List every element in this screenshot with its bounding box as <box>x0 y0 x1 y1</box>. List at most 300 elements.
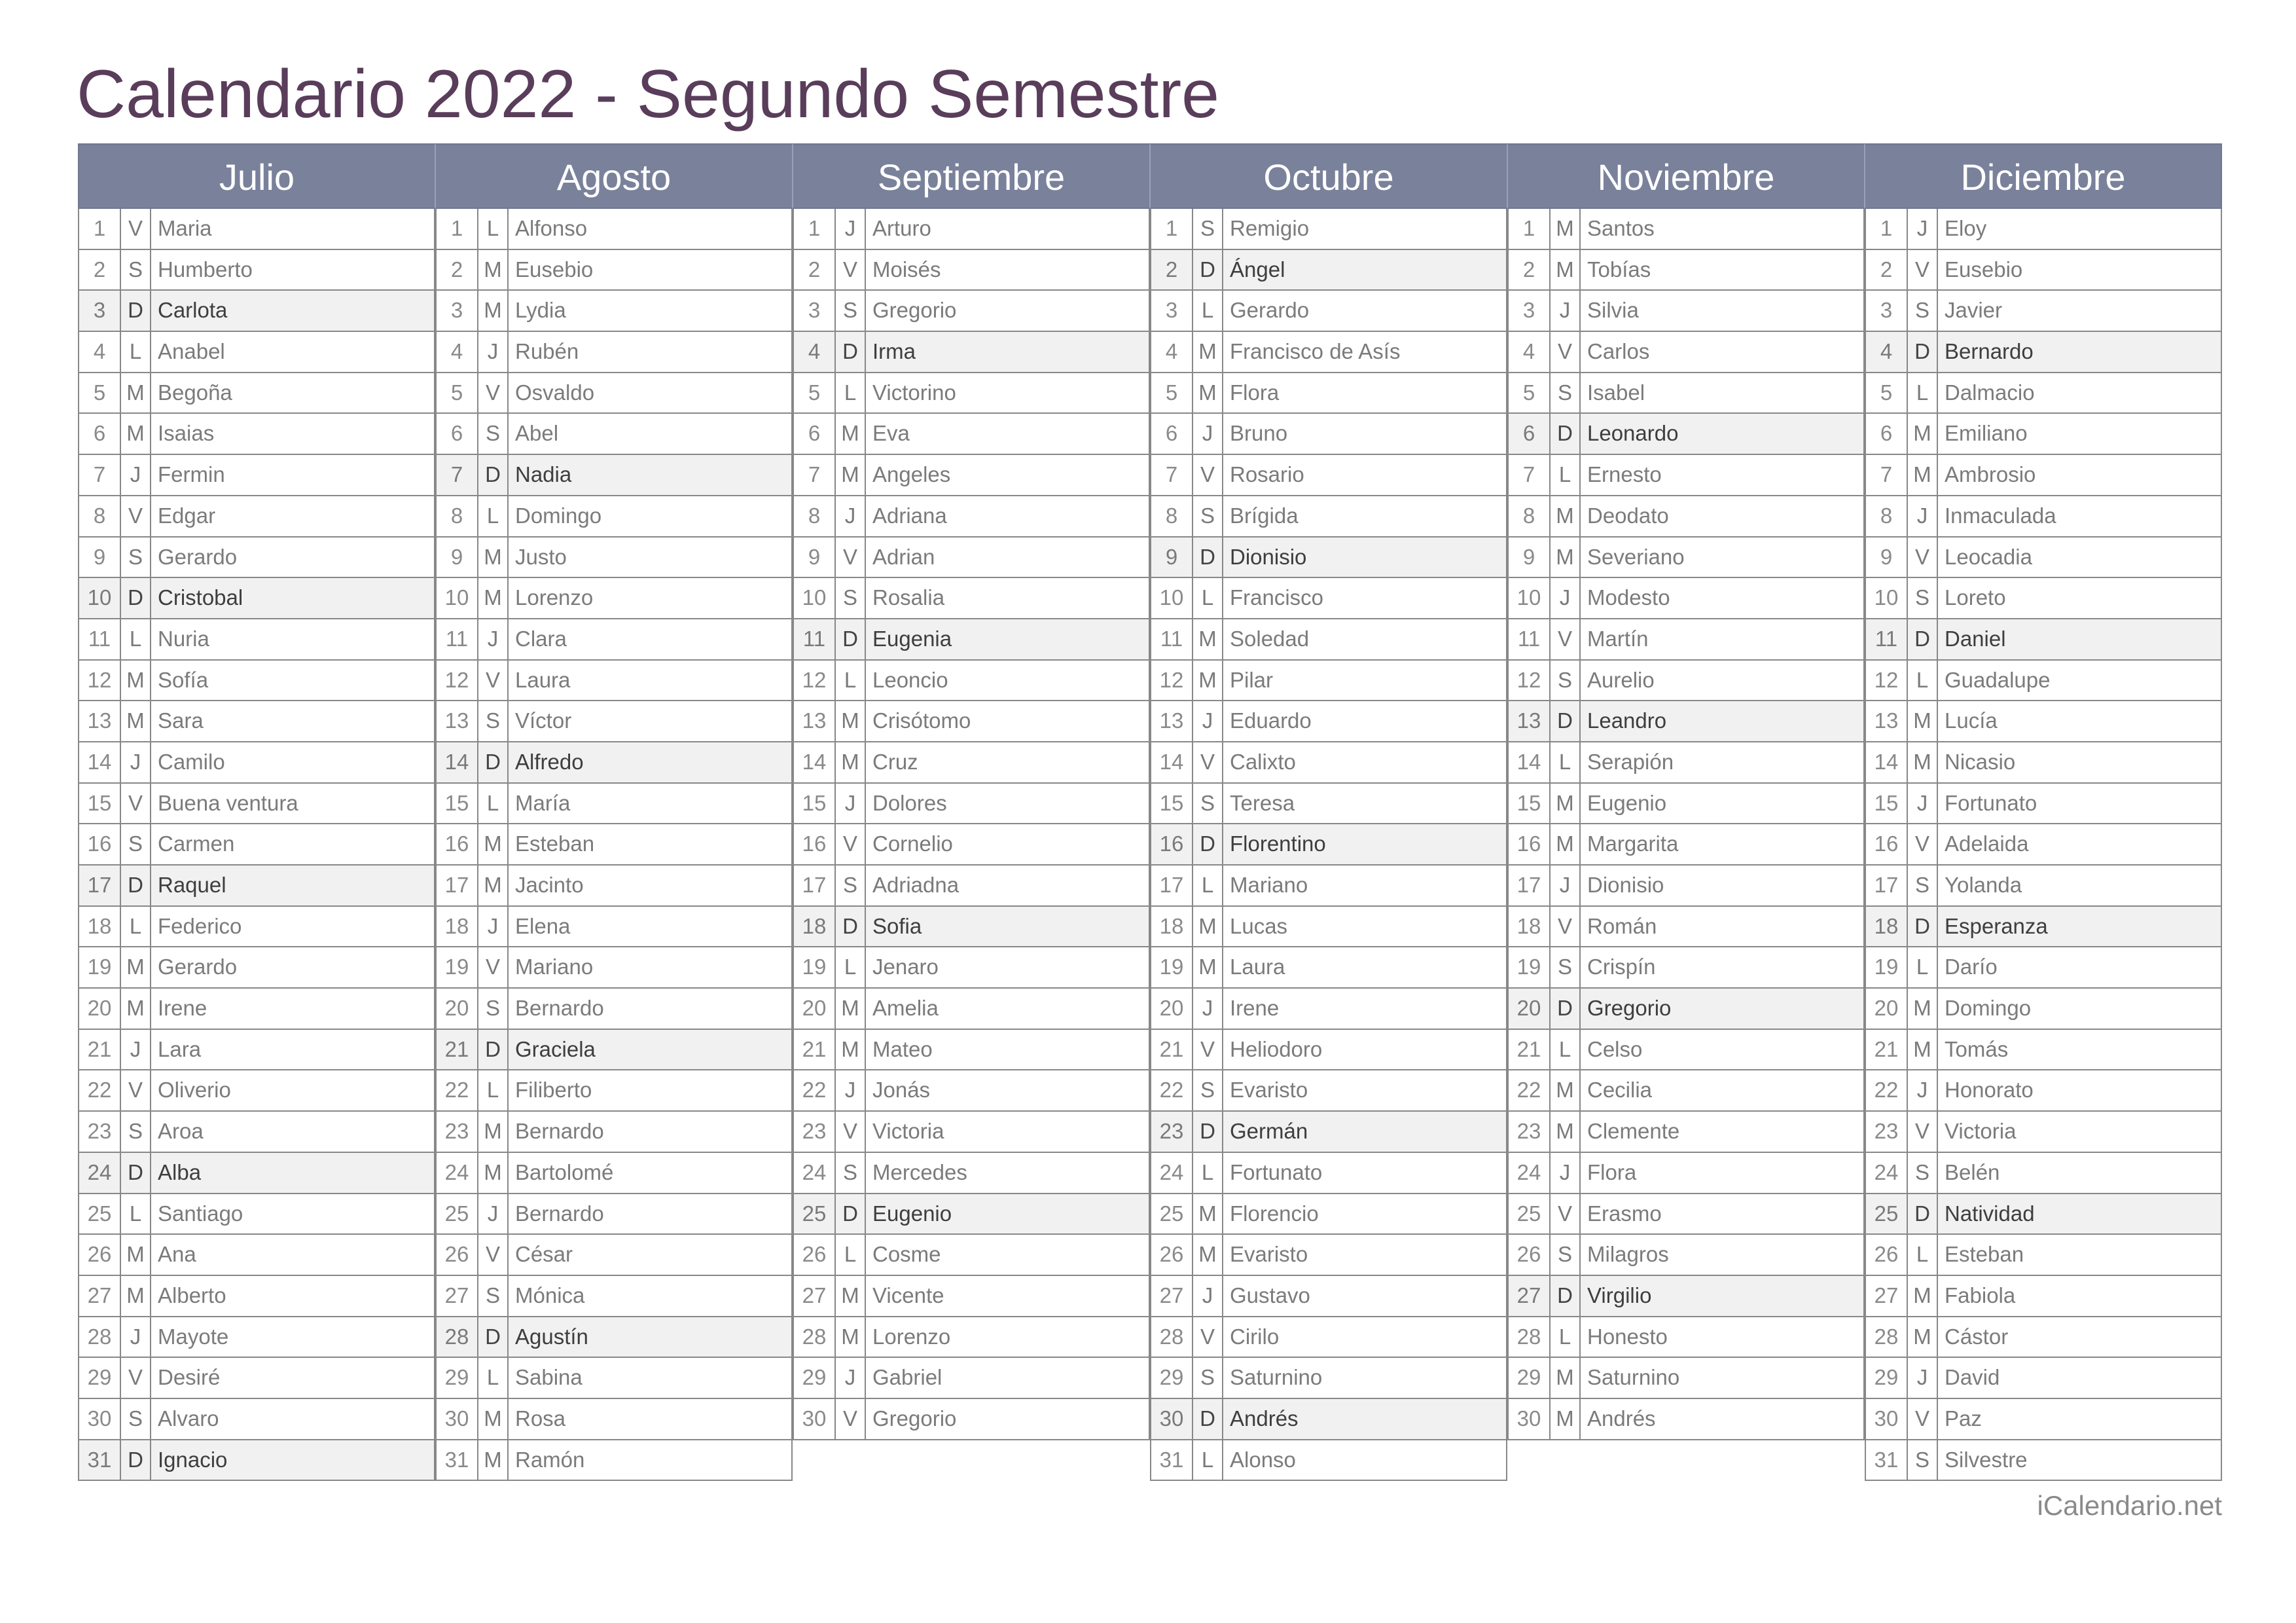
saint-name: Gregorio <box>872 298 957 323</box>
day-number: 24 <box>1509 1153 1551 1193</box>
saint-name: Gabriel <box>872 1365 942 1390</box>
saint-name: Brígida <box>1230 503 1299 528</box>
day-row <box>79 1399 434 1440</box>
day-list <box>1507 209 1865 1440</box>
day-row <box>437 989 791 1030</box>
day-number: 7 <box>1151 455 1193 495</box>
day-number: 31 <box>1866 1440 1908 1480</box>
day-row <box>1509 373 1863 414</box>
day-row <box>1509 784 1863 825</box>
day-row <box>1509 332 1863 373</box>
day-number: 30 <box>794 1399 836 1439</box>
saint-name: Saturnino <box>1230 1365 1323 1390</box>
saint-name: Lorenzo <box>515 585 594 610</box>
saint-name: Santiago <box>158 1201 243 1226</box>
day-row <box>437 661 791 702</box>
saint-name: Fortunato <box>1230 1159 1323 1184</box>
saint-name: Inmaculada <box>1945 503 2056 528</box>
saint-name: Victoria <box>1945 1119 2017 1144</box>
month-header: Julio <box>78 143 435 209</box>
saint-name: Bernardo <box>1945 339 2034 364</box>
day-number: 27 <box>79 1276 121 1316</box>
day-row <box>794 742 1149 784</box>
day-number: 4 <box>1509 332 1551 372</box>
day-row <box>794 866 1149 907</box>
day-number: 12 <box>1866 661 1908 701</box>
saint-name: Graciela <box>515 1036 596 1061</box>
day-number: 9 <box>1509 538 1551 577</box>
day-row <box>1866 989 2221 1030</box>
saint-name: Alfredo <box>515 749 584 774</box>
day-row <box>1866 784 2221 825</box>
day-number: 24 <box>437 1153 478 1193</box>
weekday-letter: D <box>836 619 866 659</box>
saint-name: María <box>515 790 571 815</box>
day-row <box>1509 661 1863 702</box>
day-number: 18 <box>437 907 478 947</box>
weekday-letter: V <box>121 209 151 249</box>
day-list <box>793 209 1150 1440</box>
weekday-letter: S <box>836 866 866 905</box>
weekday-letter: J <box>1551 866 1581 905</box>
day-row <box>79 907 434 948</box>
weekday-letter: S <box>121 1399 151 1439</box>
weekday-letter: S <box>1908 1440 1938 1480</box>
day-number: 13 <box>79 701 121 741</box>
saint-name: Román <box>1587 913 1657 938</box>
saint-name: Leocadia <box>1945 544 2032 569</box>
weekday-letter: S <box>1193 209 1223 249</box>
day-number: 13 <box>1509 701 1551 741</box>
day-row <box>437 496 791 538</box>
saint-name: Dionisio <box>1587 873 1664 897</box>
saint-name: Dionisio <box>1230 544 1307 569</box>
day-row <box>437 824 791 866</box>
day-row <box>1151 1112 1506 1153</box>
day-number: 1 <box>79 209 121 249</box>
weekday-letter: M <box>836 455 866 495</box>
day-row <box>1866 1276 2221 1317</box>
day-number: 28 <box>1509 1317 1551 1357</box>
day-number: 2 <box>794 250 836 290</box>
day-row <box>79 947 434 989</box>
weekday-letter: S <box>1193 784 1223 824</box>
day-row <box>1866 578 2221 619</box>
weekday-letter: M <box>836 414 866 454</box>
weekday-letter: J <box>836 784 866 824</box>
day-row <box>1509 907 1863 948</box>
saint-name: Nuria <box>158 626 209 651</box>
weekday-letter: M <box>478 866 509 905</box>
day-row <box>79 1276 434 1317</box>
day-number: 1 <box>794 209 836 249</box>
day-row <box>1151 538 1506 579</box>
day-row <box>1509 1358 1863 1399</box>
day-number: 23 <box>1151 1112 1193 1152</box>
day-row <box>1509 1030 1863 1071</box>
day-number: 19 <box>1151 947 1193 987</box>
day-row <box>437 455 791 496</box>
weekday-letter: D <box>1551 701 1581 741</box>
weekday-letter: V <box>121 1070 151 1110</box>
day-row <box>1151 1440 1506 1482</box>
day-row <box>1509 291 1863 332</box>
day-number: 10 <box>1509 578 1551 618</box>
day-list <box>1865 209 2222 1481</box>
weekday-letter: D <box>1551 1276 1581 1316</box>
saint-name: Saturnino <box>1587 1365 1680 1390</box>
saint-name: Soledad <box>1230 626 1310 651</box>
day-row <box>1151 209 1506 250</box>
day-row <box>1866 332 2221 373</box>
day-row <box>1509 538 1863 579</box>
day-row <box>437 1440 791 1482</box>
saint-name: Moisés <box>872 257 941 282</box>
day-number: 5 <box>437 373 478 413</box>
day-row <box>1151 989 1506 1030</box>
weekday-letter: J <box>121 742 151 782</box>
weekday-letter: V <box>1908 538 1938 577</box>
day-row <box>1151 291 1506 332</box>
saint-name: Celso <box>1587 1036 1643 1061</box>
day-row <box>1509 578 1863 619</box>
saint-name: Nicasio <box>1945 749 2016 774</box>
day-number: 31 <box>79 1440 121 1480</box>
day-row <box>1866 619 2221 661</box>
weekday-letter: V <box>1551 907 1581 947</box>
weekday-letter: M <box>121 661 151 701</box>
saint-name: Bartolomé <box>515 1159 614 1184</box>
day-number: 14 <box>1151 742 1193 782</box>
day-row <box>1151 1399 1506 1440</box>
weekday-letter: V <box>1193 1030 1223 1070</box>
month-column-agosto <box>435 143 793 1481</box>
day-row <box>437 1153 791 1194</box>
day-number: 29 <box>79 1358 121 1398</box>
weekday-letter: M <box>836 1030 866 1070</box>
day-row <box>794 1194 1149 1235</box>
day-number: 23 <box>79 1112 121 1152</box>
day-row <box>1866 1440 2221 1482</box>
day-row <box>1151 701 1506 742</box>
day-row <box>794 332 1149 373</box>
day-number: 16 <box>794 824 836 864</box>
weekday-letter: M <box>121 1276 151 1316</box>
calendar-grid <box>78 143 2222 1481</box>
day-number: 6 <box>437 414 478 454</box>
day-row <box>794 619 1149 661</box>
day-number: 15 <box>437 784 478 824</box>
saint-name: Severiano <box>1587 544 1685 569</box>
weekday-letter: M <box>478 250 509 290</box>
weekday-letter: D <box>121 578 151 618</box>
day-number: 17 <box>79 866 121 905</box>
weekday-letter: J <box>836 1070 866 1110</box>
weekday-letter: M <box>836 742 866 782</box>
day-row <box>1151 619 1506 661</box>
day-row <box>1866 1194 2221 1235</box>
day-number: 18 <box>79 907 121 947</box>
day-row <box>1866 701 2221 742</box>
saint-name: Osvaldo <box>515 380 595 405</box>
day-row <box>1151 661 1506 702</box>
day-row <box>1509 209 1863 250</box>
day-row <box>79 332 434 373</box>
day-row <box>79 661 434 702</box>
day-number: 28 <box>1151 1317 1193 1357</box>
weekday-letter: S <box>1908 1153 1938 1193</box>
day-row <box>1509 1399 1863 1440</box>
saint-name: Margarita <box>1587 831 1679 856</box>
weekday-letter: D <box>478 1030 509 1070</box>
day-row <box>1151 1030 1506 1071</box>
saint-name: Jacinto <box>515 873 584 897</box>
day-row <box>1151 250 1506 291</box>
day-row <box>794 907 1149 948</box>
weekday-letter: S <box>121 824 151 864</box>
saint-name: Eugenio <box>872 1201 952 1226</box>
weekday-letter: S <box>1551 947 1581 987</box>
day-number: 26 <box>1151 1235 1193 1275</box>
weekday-letter: V <box>1551 332 1581 372</box>
day-row <box>1151 578 1506 619</box>
weekday-letter: J <box>836 209 866 249</box>
day-number: 20 <box>1509 989 1551 1029</box>
weekday-letter: J <box>1908 209 1938 249</box>
weekday-letter: L <box>478 496 509 536</box>
saint-name: Erasmo <box>1587 1201 1662 1226</box>
saint-name: Natividad <box>1945 1201 2035 1226</box>
saint-name: Ernesto <box>1587 462 1662 487</box>
day-row <box>1151 496 1506 538</box>
saint-name: Adrian <box>872 544 935 569</box>
day-row <box>1509 947 1863 989</box>
saint-name: Germán <box>1230 1119 1308 1144</box>
day-number: 28 <box>1866 1317 1908 1357</box>
day-number: 5 <box>1866 373 1908 413</box>
weekday-letter: J <box>1908 496 1938 536</box>
day-row <box>79 701 434 742</box>
saint-name: Sabina <box>515 1365 583 1390</box>
day-row <box>1866 1235 2221 1276</box>
day-number: 11 <box>1509 619 1551 659</box>
day-list <box>1150 209 1507 1481</box>
day-row <box>79 1440 434 1482</box>
day-row <box>437 1276 791 1317</box>
weekday-letter: M <box>1908 1276 1938 1316</box>
weekday-letter: J <box>1193 989 1223 1029</box>
day-number: 30 <box>1151 1399 1193 1439</box>
saint-name: Teresa <box>1230 790 1295 815</box>
saint-name: Cirilo <box>1230 1324 1280 1349</box>
day-row <box>1151 866 1506 907</box>
weekday-letter: V <box>478 661 509 701</box>
day-number: 18 <box>794 907 836 947</box>
saint-name: César <box>515 1242 573 1267</box>
weekday-letter: V <box>121 496 151 536</box>
saint-name: Flora <box>1230 380 1280 405</box>
day-number: 12 <box>79 661 121 701</box>
weekday-letter: V <box>121 784 151 824</box>
weekday-letter: J <box>121 455 151 495</box>
day-row <box>79 742 434 784</box>
weekday-letter: M <box>1551 209 1581 249</box>
weekday-letter: D <box>836 1194 866 1234</box>
weekday-letter: J <box>121 1030 151 1070</box>
day-number: 25 <box>1151 1194 1193 1234</box>
day-row <box>1509 619 1863 661</box>
day-row <box>1866 661 2221 702</box>
day-row <box>1509 1153 1863 1194</box>
saint-name: Deodato <box>1587 503 1669 528</box>
day-number: 1 <box>437 209 478 249</box>
weekday-letter: V <box>836 824 866 864</box>
day-number: 15 <box>1509 784 1551 824</box>
day-number: 9 <box>1151 538 1193 577</box>
day-row <box>794 1070 1149 1112</box>
day-row <box>794 661 1149 702</box>
saint-name: Fortunato <box>1945 790 2037 815</box>
saint-name: Florentino <box>1230 831 1326 856</box>
weekday-letter: L <box>121 332 151 372</box>
saint-name: Evaristo <box>1230 1078 1308 1103</box>
saint-name: Justo <box>515 544 567 569</box>
weekday-letter: V <box>478 373 509 413</box>
day-number: 25 <box>1509 1194 1551 1234</box>
saint-name: Anabel <box>158 339 225 364</box>
day-row <box>1866 866 2221 907</box>
saint-name: Mayote <box>158 1324 229 1349</box>
saint-name: Guadalupe <box>1945 667 2051 692</box>
saint-name: Rosa <box>515 1406 566 1431</box>
saint-name: Leoncio <box>872 667 948 692</box>
saint-name: Gustavo <box>1230 1283 1310 1307</box>
day-number: 30 <box>437 1399 478 1439</box>
saint-name: Begoña <box>158 380 232 405</box>
weekday-letter: M <box>1908 701 1938 741</box>
weekday-letter: M <box>1908 455 1938 495</box>
month-header: Noviembre <box>1507 143 1865 209</box>
weekday-letter: D <box>121 291 151 331</box>
day-row <box>794 250 1149 291</box>
weekday-letter: S <box>1908 291 1938 331</box>
weekday-letter: L <box>1551 455 1581 495</box>
day-row <box>437 578 791 619</box>
saint-name: Belén <box>1945 1159 2000 1184</box>
day-number: 29 <box>1866 1358 1908 1398</box>
day-number: 20 <box>79 989 121 1029</box>
day-number: 12 <box>1151 661 1193 701</box>
day-number: 4 <box>1151 332 1193 372</box>
day-number: 9 <box>1866 538 1908 577</box>
weekday-letter: M <box>1193 373 1223 413</box>
day-number: 5 <box>1509 373 1551 413</box>
day-number: 12 <box>1509 661 1551 701</box>
day-number: 6 <box>1866 414 1908 454</box>
day-number: 5 <box>79 373 121 413</box>
weekday-letter: L <box>836 373 866 413</box>
saint-name: Lucía <box>1945 708 1998 733</box>
weekday-letter: V <box>478 1235 509 1275</box>
saint-name: Alvaro <box>158 1406 219 1431</box>
weekday-letter: D <box>836 332 866 372</box>
day-number: 25 <box>79 1194 121 1234</box>
saint-name: Oliverio <box>158 1078 231 1103</box>
weekday-letter: M <box>121 414 151 454</box>
saint-name: Lara <box>158 1036 202 1061</box>
month-column-noviembre <box>1507 143 1865 1481</box>
day-number: 20 <box>1866 989 1908 1029</box>
weekday-letter: S <box>1551 661 1581 701</box>
day-number: 7 <box>794 455 836 495</box>
saint-name: Esteban <box>515 831 595 856</box>
weekday-letter: M <box>478 1440 509 1480</box>
weekday-letter: M <box>478 1112 509 1152</box>
day-number: 23 <box>1866 1112 1908 1152</box>
day-row <box>1866 1399 2221 1440</box>
saint-name: Fermin <box>158 462 225 487</box>
day-row <box>79 824 434 866</box>
day-row <box>794 1112 1149 1153</box>
saint-name: Bernardo <box>515 1119 604 1144</box>
day-number: 23 <box>794 1112 836 1152</box>
weekday-letter: M <box>1908 1030 1938 1070</box>
day-number: 2 <box>1866 250 1908 290</box>
saint-name: Loreto <box>1945 585 2006 610</box>
day-number: 27 <box>437 1276 478 1316</box>
weekday-letter: S <box>1908 578 1938 618</box>
day-number: 22 <box>1866 1070 1908 1110</box>
day-number: 10 <box>437 578 478 618</box>
saint-name: Eusebio <box>1945 257 2023 282</box>
saint-name: Buena ventura <box>158 790 298 815</box>
day-number: 17 <box>1509 866 1551 905</box>
day-row <box>1509 496 1863 538</box>
saint-name: David <box>1945 1365 2000 1390</box>
weekday-letter: L <box>1193 866 1223 905</box>
day-number: 27 <box>1866 1276 1908 1316</box>
weekday-letter: D <box>1551 414 1581 454</box>
saint-name: Andrés <box>1230 1406 1299 1431</box>
saint-name: Dalmacio <box>1945 380 2035 405</box>
saint-name: Cecilia <box>1587 1078 1653 1103</box>
day-row <box>1151 1194 1506 1235</box>
saint-name: Abel <box>515 421 559 446</box>
saint-name: Víctor <box>515 708 572 733</box>
saint-name: Mariano <box>1230 873 1308 897</box>
weekday-letter: J <box>1551 291 1581 331</box>
day-number: 21 <box>1509 1030 1551 1070</box>
day-row <box>437 866 791 907</box>
day-number: 14 <box>437 742 478 782</box>
day-row <box>1151 742 1506 784</box>
day-number: 16 <box>1151 824 1193 864</box>
weekday-letter: S <box>836 1153 866 1193</box>
weekday-letter: M <box>1193 619 1223 659</box>
day-number: 26 <box>79 1235 121 1275</box>
day-row <box>1509 414 1863 455</box>
brand-footer[interactable]: iCalendario.net <box>2037 1490 2222 1521</box>
day-row <box>1866 824 2221 866</box>
saint-name: Dolores <box>872 790 947 815</box>
saint-name: Gerardo <box>158 544 238 569</box>
day-row <box>79 1153 434 1194</box>
day-row <box>1866 538 2221 579</box>
saint-name: Clara <box>515 626 567 651</box>
day-row <box>79 1112 434 1153</box>
saint-name: Angeles <box>872 462 951 487</box>
month-header: Septiembre <box>793 143 1150 209</box>
